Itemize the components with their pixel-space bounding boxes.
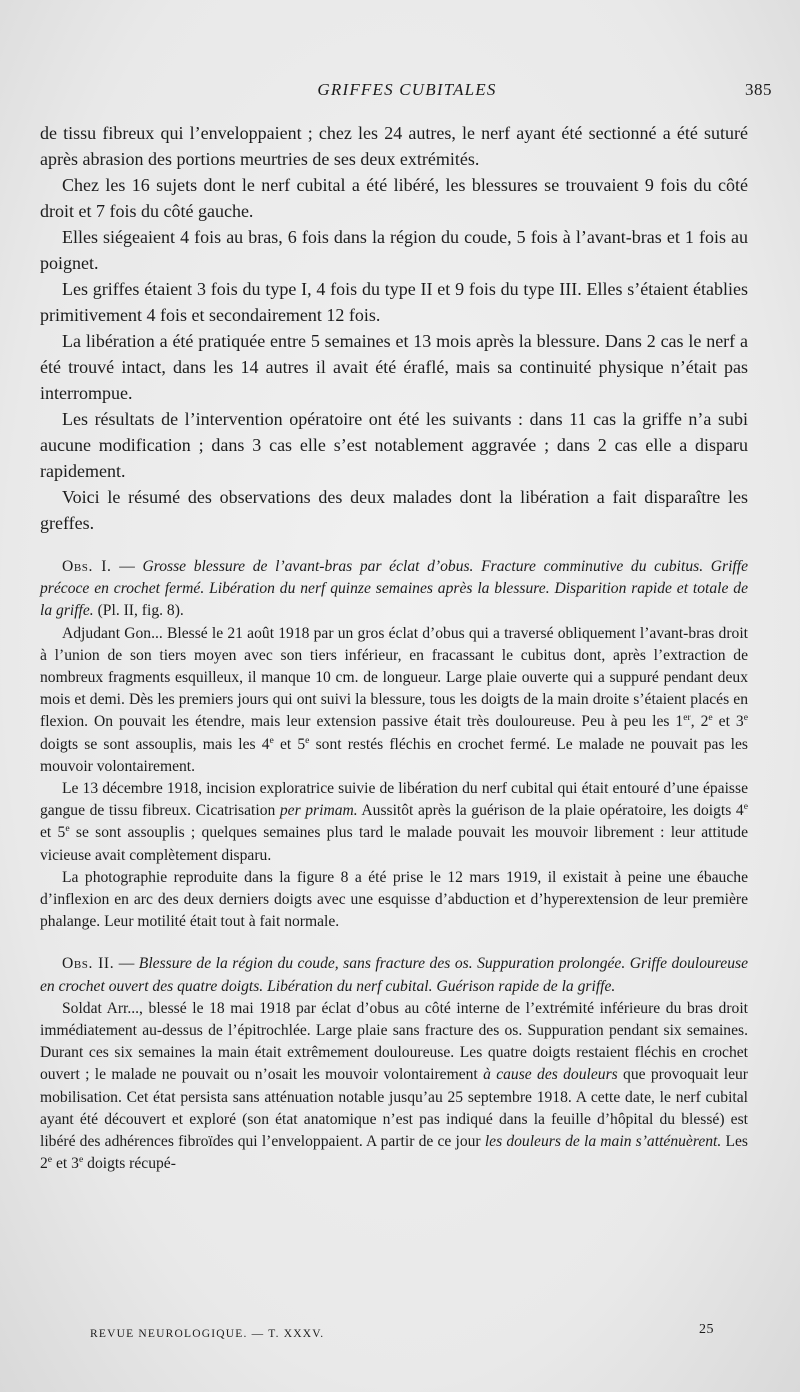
dash: — <box>111 558 143 575</box>
superscript: e <box>47 1154 53 1166</box>
superscript: e <box>269 734 274 746</box>
journal-name: REVUE NEUROLOGIQUE. — T. XXXV. <box>90 1328 325 1340</box>
paragraph: Chez les 16 sujets dont le nerf cubital a été libéré, les blessures se trouvaient 9 fois du côté droit et 7 fois du côté gauche. <box>40 175 748 221</box>
superscript: e <box>305 734 310 746</box>
text-run: se sont assouplis ; quelques semaines plus tard le malade pouvait les mouvoir librement : leur attitude vicieuse avait complètement disparu. <box>40 824 749 864</box>
observation-heading <box>40 556 748 623</box>
superscript: e <box>78 1154 84 1166</box>
paragraph: Les griffes étaient 3 fois du type I, 4 fois du type II et 9 fois du type III. Elles s’étaient établies primitivement 4 fois et secondairement 12 fois. <box>40 279 748 325</box>
observation-label: Obs. I. <box>62 558 112 575</box>
text-run: Le 13 décembre 1918, incision exploratrice suivie de libération du nerf cubital qui était entouré d’une épaisse gangue de tissu fibreux. Cicatrisation <box>40 780 748 820</box>
observation-1 <box>40 556 748 933</box>
text-run: que provoquait leur mobilisation. Cet état persista sans atténuation notable jusqu’au 25 septembre 1918. A cette date, le nerf cubital ayant été découvert et exploré (son état anatomique n’est pas indiqué dans la feuille d’hôpital du blessé) est libéré des adhérences fibroïdes qui l’enveloppaient. A partir de ce jour <box>40 1066 749 1151</box>
observation-heading <box>40 953 748 997</box>
paragraph: Elles siégeaient 4 fois au bras, 6 fois dans la région du coude, 5 fois à l’avant-bras et 1 fois au poignet. <box>40 227 748 273</box>
text-run: , 2 <box>690 713 709 731</box>
superscript: e <box>743 801 748 813</box>
text-run: doigts récupé- <box>83 1155 176 1173</box>
superscript: e <box>65 823 70 835</box>
plate-reference: (Pl. II, fig. 8). <box>93 602 184 620</box>
italic-run: à cause des douleurs <box>483 1066 618 1084</box>
superscript: e <box>743 712 748 724</box>
observation-paragraph <box>40 998 748 1176</box>
text-run: et 3 <box>52 1155 79 1173</box>
text-run: doigts se sont assouplis, mais les 4 <box>40 735 270 753</box>
text-run: et 5 <box>273 735 306 753</box>
observation-title: Grosse blessure de l’avant-bras par éclat d’obus. Fracture comminutive du cubitus. Griffe précoce en crochet fermé. Libération du nerf quinze semaines après la blessure. Disparition rapide et totale de la griffe. <box>40 558 748 620</box>
page-body <box>40 120 748 1175</box>
italic-run: per primam. <box>279 802 358 820</box>
text-run: Soldat Arr..., blessé le 18 mai 1918 par éclat d’obus au côté interne de l’extrémité inférieure du bras droit immédiatement au-dessus de l’épitrochlée. Large plaie sans fracture des os. Suppuration pendant six semaines. Durant ces six semaines la main était extrêmement douloureuse. Les quatre doigts restaient fléchis en crochet ouvert ; le malade ne pouvait ou n’osait les mouvoir volontairement <box>40 999 748 1084</box>
signature-mark: 25 <box>699 1322 714 1337</box>
text-run: et 5 <box>40 824 66 842</box>
main-text <box>40 120 748 536</box>
running-head <box>42 80 772 102</box>
page-number: 385 <box>745 80 772 99</box>
dash: — <box>114 955 139 973</box>
text-run: Adjudant Gon... Blessé le 21 août 1918 par un gros éclat d’obus qui a traversé obliquement l’avant-bras droit à l’union de son tiers moyen avec son tiers inférieur, en fracassant le cubitus dont, après l’extraction de nombreux fragments esquilleux, il manque 10 cm. de longueur. Large plaie ouverte qui a suppuré pendant deux mois et demi. Dès les premiers jours qui ont suivi la blessure, tous les doigts de la main droite s’étaient placés en flexion. On pouvait les étendre, mais leur extension passive était très douloureuse. Peu à peu les 1 <box>40 624 748 731</box>
observation-paragraph <box>40 778 748 867</box>
paragraph: Les résultats de l’intervention opératoire ont été les suivants : dans 11 cas la griffe n’a subi aucune modification ; dans 3 cas elle s’est notablement aggravée ; dans 2 cas elle a disparu rapidement. <box>40 409 748 481</box>
text-run: et 3 <box>712 713 744 731</box>
italic-run: les douleurs de la main s’atténuèrent. <box>484 1133 722 1151</box>
page-footer <box>90 1322 714 1342</box>
superscript: e <box>708 712 713 724</box>
paragraph: La libération a été pratiquée entre 5 semaines et 13 mois après la blessure. Dans 2 cas le nerf a été trouvé intact, dans les 14 autres il avait été éraflé, mais sa continuité physique n’était pas interrompue. <box>40 331 748 403</box>
paragraph: Voici le résumé des observations des deux malades dont la libération a fait disparaître les greffes. <box>40 487 748 533</box>
superscript: er <box>683 712 691 724</box>
observation-paragraph: La photographie reproduite dans la figure 8 a été prise le 12 mars 1919, il existait à peine une ébauche d’inflexion en arc des deux derniers doigts avec une esquisse d’abduction et d’hyperextension de leur première phalange. Leur motilité était tout à fait normale. <box>40 868 748 931</box>
observation-2 <box>40 953 748 1175</box>
text-run: sont restés fléchis en crochet fermé. Le malade ne pouvait pas les mouvoir volontairement. <box>40 735 748 775</box>
observation-label: Obs. II. <box>62 955 115 973</box>
observation-title: Blessure de la région du coude, sans fracture des os. Suppuration prolongée. Griffe douloureuse en crochet ouvert des quatre doigts. Libération du nerf cubital. Guérison rapide de la griffe. <box>40 955 749 995</box>
observation-paragraph <box>40 623 748 778</box>
text-run: Aussitôt après la guérison de la plaie opératoire, les doigts 4 <box>357 802 744 820</box>
running-title: GRIFFES CUBITALES <box>317 80 497 99</box>
paragraph: de tissu fibreux qui l’enveloppaient ; chez les 24 autres, le nerf ayant été sectionné a été suturé après abrasion des portions meurtries de ses deux extrémités. <box>40 123 748 169</box>
text-run: Les 2 <box>40 1133 748 1173</box>
